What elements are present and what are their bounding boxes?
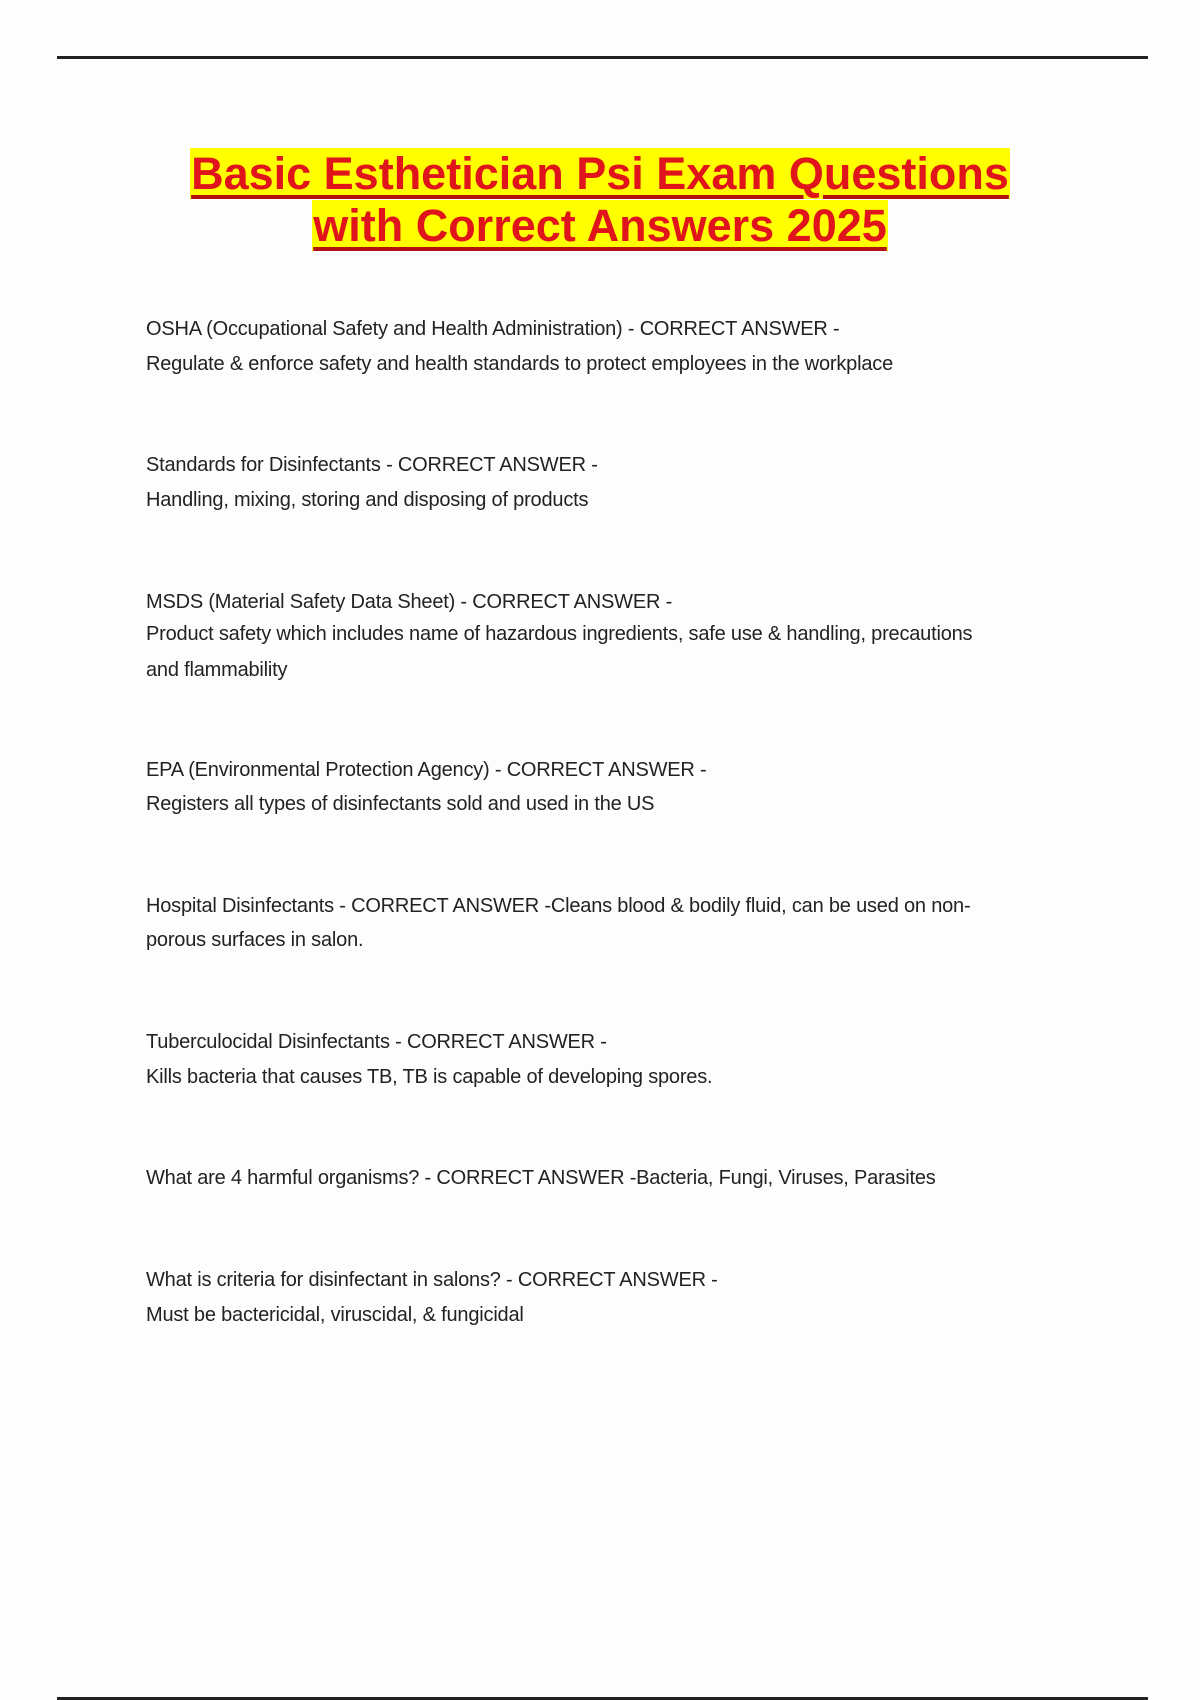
question-hospital-disinfectants: Hospital Disinfectants - CORRECT ANSWER -Cleans blood & bodily fluid, can be used on non- <box>146 895 971 917</box>
question-harmful-organisms: What are 4 harmful organisms? - CORRECT ANSWER -Bacteria, Fungi, Viruses, Parasites <box>146 1167 936 1189</box>
answer-standards-disinfectants: Handling, mixing, storing and disposing of products <box>146 489 589 511</box>
answer-epa: Registers all types of disinfectants sold and used in the US <box>146 793 655 815</box>
answer-osha: Regulate & enforce safety and health standards to protect employees in the workplace <box>146 353 893 375</box>
header-rule <box>57 56 1148 59</box>
question-disinfectant-criteria: What is criteria for disinfectant in salons? - CORRECT ANSWER - <box>146 1269 718 1291</box>
title-line-2: with Correct Answers 2025 <box>313 200 887 251</box>
answer-msds-cont: and flammability <box>146 659 288 681</box>
answer-tuberculocidal: Kills bacteria that causes TB, TB is capable of developing spores. <box>146 1066 713 1088</box>
title-line-1: Basic Esthetician Psi Exam Questions <box>191 148 1009 199</box>
question-osha: OSHA (Occupational Safety and Health Administration) - CORRECT ANSWER - <box>146 318 840 340</box>
answer-hospital-disinfectants: porous surfaces in salon. <box>146 929 364 951</box>
question-epa: EPA (Environmental Protection Agency) - CORRECT ANSWER - <box>146 759 707 781</box>
question-msds: MSDS (Material Safety Data Sheet) - CORRECT ANSWER - <box>146 591 673 613</box>
document-title <box>0 148 1200 252</box>
question-tuberculocidal: Tuberculocidal Disinfectants - CORRECT ANSWER - <box>146 1031 607 1053</box>
question-standards-disinfectants: Standards for Disinfectants - CORRECT ANSWER - <box>146 454 598 476</box>
answer-disinfectant-criteria: Must be bactericidal, viruscidal, & fungicidal <box>146 1304 524 1326</box>
answer-msds: Product safety which includes name of hazardous ingredients, safe use & handling, precautions <box>146 623 973 645</box>
